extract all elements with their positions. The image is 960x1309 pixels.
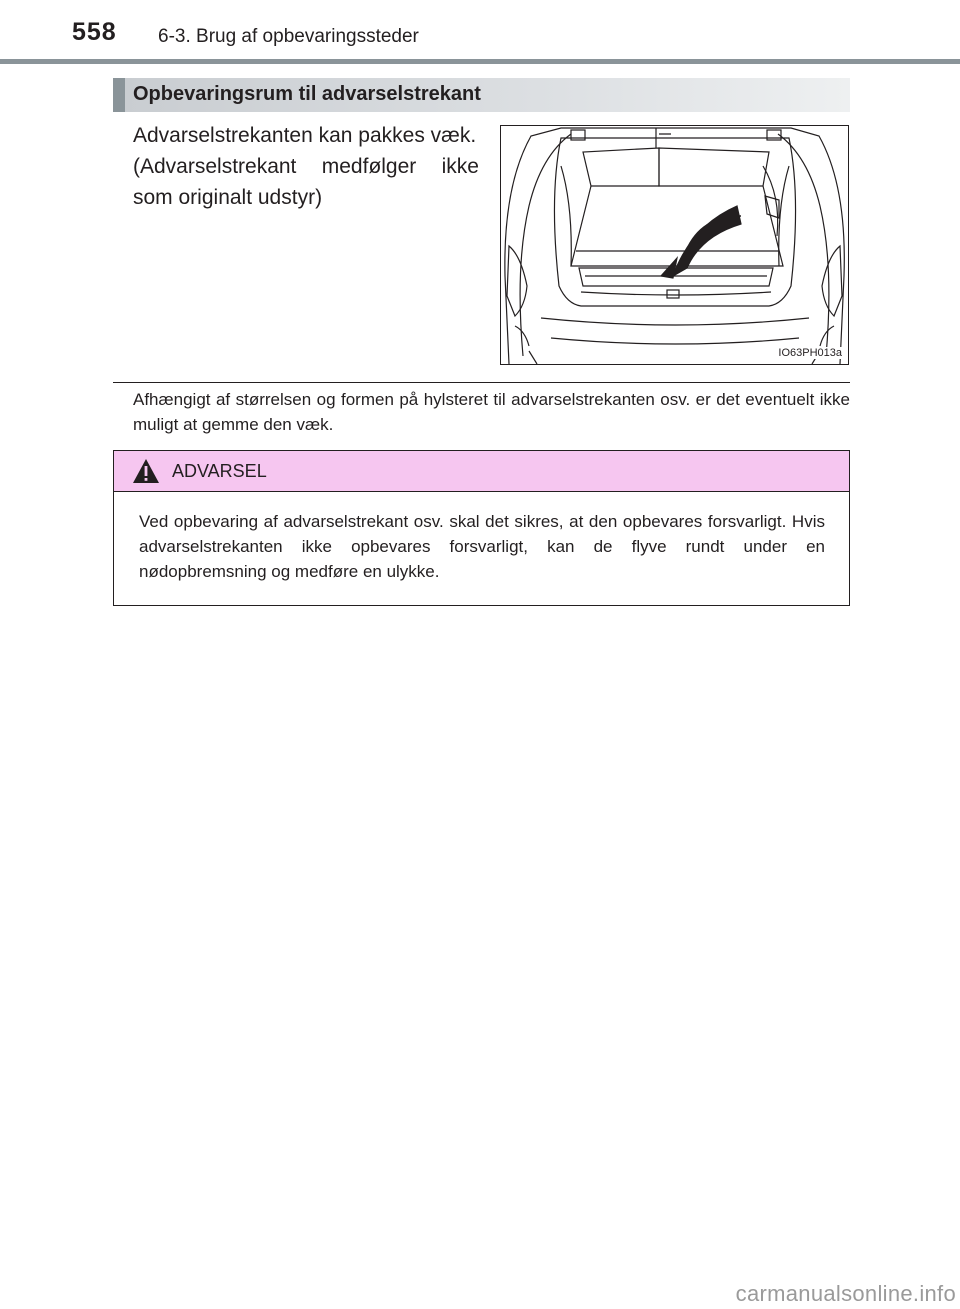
intro-line-2: (Advarselstrekant medfølger ikke som originalt udstyr) [133,155,479,209]
warning-title: ADVARSEL [172,461,267,481]
figure-code: IO63PH013a [778,347,842,359]
note-rule [113,382,850,383]
intro-line-1: Advarselstrekanten kan pakkes væk. [133,124,477,147]
chapter-title: 6-3. Brug af opbevaringssteder [158,26,419,47]
warning-text: Ved opbevaring af advarselstrekant osv. skal det sikres, at den opbevares forsvarligt. Hvis advarselstrekanten ikke opbevares forsvarligt, kan de flyve rundt under en nødopbremsning og medføre en ulykke. [139,512,825,581]
header-rule [0,59,960,64]
cargo-area-drawing [501,126,848,364]
warning-header [114,451,849,492]
warning-box [113,450,850,606]
section-heading [113,78,850,112]
note-text: Afhængigt af størrelsen og formen på hylsteret til advarselstrekanten osv. er det eventuelt ikke muligt at gemme den væk. [133,390,850,434]
section-heading-text: Opbevaringsrum til advarselstrekant [133,83,481,105]
page-number: 558 [72,18,117,46]
intro-text [133,120,479,213]
warning-triangle-icon [132,457,160,485]
watermark: carmanualsonline.info [735,1281,956,1306]
cargo-area-illustration [500,125,849,365]
page-header [0,0,960,66]
